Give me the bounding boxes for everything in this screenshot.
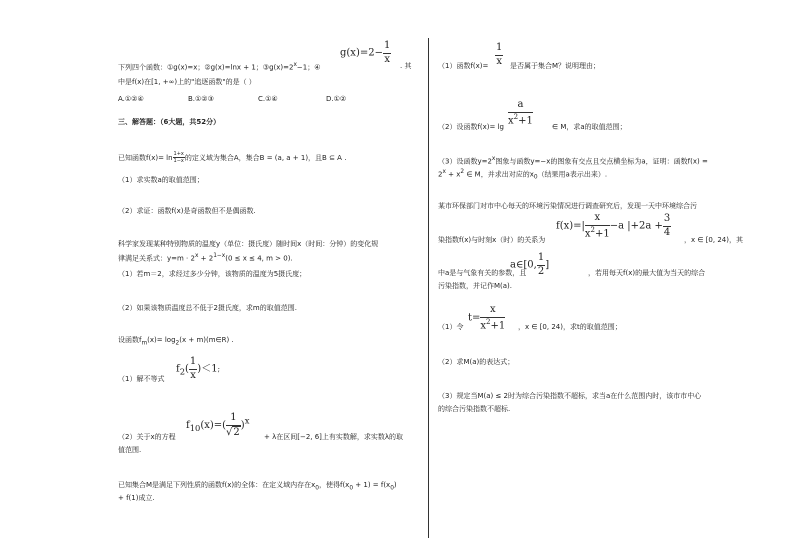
question-intro [118, 62, 321, 72]
r4-q2: （2）求M(a)的表达式； [438, 358, 515, 366]
choice-d[interactable]: D.①② [326, 95, 347, 103]
p4-line1-d: ) [393, 481, 397, 489]
r3-sub: 0 [533, 174, 538, 181]
r4-t-den-tail: +1 [490, 319, 506, 331]
r4-f-num: x [585, 212, 610, 226]
p4-line1-c: + 1) = f(x [353, 481, 391, 489]
r2-den-sup: 2 [513, 112, 519, 121]
r4-f-lhs: f(x)=| [556, 220, 585, 232]
r4-q1-b: ，x ∈ [0, 24)，求t的取值范围； [518, 323, 622, 331]
r1-b: 是否属于集合M？说明理由； [510, 62, 601, 70]
r1-fraction [495, 42, 503, 68]
r3-line1-a: （3）设函数y=2 [438, 157, 492, 166]
choice-b[interactable]: B.①②③ [188, 95, 214, 103]
r4-t-den-sup: 2 [486, 317, 491, 326]
p2-line2-c: (0 ≤ x ≤ 4, m > 0). [225, 254, 293, 263]
r1-den: x [496, 55, 502, 67]
g4-formula [340, 40, 391, 66]
p3-ineq-fraction [189, 356, 197, 382]
p3-equation [186, 412, 249, 439]
p3-ineq-sub: 2 [179, 366, 186, 377]
r2-a: （2）设函数f(x)= lg [438, 123, 505, 131]
p3-inequality: $f_2$( $\frac{1}{x}$ )＜1; [176, 356, 220, 381]
p3-eq-sub: 10 [189, 423, 201, 433]
p2-q2: （2）如果该物质温度总不低于2摄氏度，求m的取值范围. [118, 304, 297, 312]
intro-text-a: 下列四个函数：①g(x)=x；②g(x)=lnx + 1；③g(x)=2 [118, 63, 294, 72]
column-divider [428, 38, 429, 538]
r1-a: （1）函数f(x)= [438, 62, 489, 70]
p3-line1 [118, 336, 234, 348]
r4-a-range-a: a∈[0, [510, 259, 537, 271]
p2-line2-a: 律满足关系式：y=m · 2 [118, 254, 195, 263]
r4-f-den: x [584, 227, 591, 239]
p3-line1-a: 设函数f [118, 336, 142, 344]
r3-sup3: 2 [460, 169, 465, 175]
p3-ineq-rhs: ＜1 [201, 363, 218, 375]
r4-line2-a: 染指数f(x)与时刻x（时）的关系为 [438, 236, 546, 244]
r3-line1 [438, 156, 708, 166]
p3-sub: m [141, 340, 148, 347]
r4-f-num2: 3 [663, 213, 671, 227]
p3-ineq-f: f [176, 363, 180, 375]
r4-q3-line2: 的综合污染指数不超标. [438, 405, 511, 413]
r3-sup2: x [442, 169, 446, 175]
p3-eq-f: f [186, 420, 190, 431]
r4-f-den2: 4 [663, 226, 671, 238]
r2-num: a [508, 99, 533, 113]
r4-f-den-sup: 2 [590, 225, 596, 234]
r3-line2-b: + x [445, 170, 461, 179]
p3-eq-den: 2 [233, 426, 240, 438]
r4-f-formula [556, 212, 671, 240]
p3-eq-fraction: $\frac{1}{√2}$ [226, 412, 240, 438]
r4-line4: 污染指数，并记作M(a). [438, 282, 513, 290]
p1-fraction [173, 151, 185, 165]
r3-sup: x [491, 156, 496, 162]
p3-q2-b: + λ在区间[−2, 6]上有实数解，求实数λ的取 [264, 433, 404, 441]
p4-line1-a: 已知集合M是满足下列性质的函数f(x)的全体：在定义域内存在x [118, 481, 316, 489]
p1-line1-b: 的定义域为集合A，集合B = (a, a + 1)，且B ⊆ A . [184, 153, 347, 162]
r1-num: 1 [495, 42, 503, 56]
r4-a-num: 1 [537, 252, 545, 266]
section-title: 三、解答题：（6大题，共52分） [118, 118, 221, 126]
intro-sup: x [293, 62, 297, 68]
p3-eq-close: ) [240, 420, 245, 431]
r2-fraction [508, 99, 533, 127]
p3-ineq-end: ; [217, 365, 220, 374]
p1-line1-a: 已知函数f(x)= ln [118, 153, 173, 162]
g4-den: x [384, 53, 390, 65]
p3-line1-b: (x)= log [147, 336, 176, 344]
p3-q2-c: 值范围. [118, 446, 142, 454]
r3-line1-b: 图象与函数y=−x的图象有交点且交点横坐标为a，证明：函数f(x) = [495, 157, 708, 166]
p1-line1 [118, 151, 346, 165]
r4-a-range [510, 252, 549, 278]
p4-sub2: 0 [390, 485, 394, 492]
p3-eq-sup: x [244, 415, 250, 426]
p2-q1: （1）若m＝2，求经过多少分钟，该物质的温度为5摄氏度； [118, 270, 307, 278]
p2-line2 [118, 253, 293, 263]
p3-q2-a: （2）关于x的方程 [118, 433, 176, 441]
r4-f-mid: −a |+2a + [609, 220, 663, 232]
p4-line1-b: ，使得f(x [318, 481, 350, 489]
g4-tail: . 其 [400, 62, 412, 70]
r4-line3-b: ，若用每天f(x)的最大值为当天的综合 [588, 269, 706, 277]
p4-line2: + f(1)成立. [118, 494, 155, 502]
p3-q1: （1）解不等式 [118, 375, 165, 383]
p1-frac-num: 1+x [173, 151, 184, 157]
r3-line2 [438, 169, 607, 182]
intro-text-b: −1；④ [296, 63, 321, 72]
r2-b: ∈ M，求a的取值范围； [552, 123, 627, 131]
r4-t-lhs: t= [468, 312, 481, 324]
p3-ineq-den: x [190, 369, 196, 381]
r3-line2-c: ∈ M，并求出对应的x [464, 170, 534, 179]
p1-q2: （2）求证：函数f(x)是奇函数但不是偶函数. [118, 207, 256, 215]
r4-t-num: x [480, 304, 505, 318]
r4-q3-line1: （3）规定当M(a) ≤ 2时为综合污染指数不超标，求当a在什么范围内时，该市市中心 [438, 392, 702, 400]
right-column [438, 0, 743, 560]
r3-line2-d: （结果用a表示出来）. [537, 170, 608, 179]
left-column [118, 0, 418, 560]
g4-fraction [383, 40, 391, 66]
r4-t-formula [468, 304, 505, 332]
question-line-2: 中是f(x)在[1, +∞)上的"追逐函数"的是（ ） [118, 78, 256, 86]
p4-sub1: 0 [349, 485, 354, 492]
r4-line1: 某市环保部门对市中心每天的环境污染情况进行调查研究后，发现一天中环境综合污 [438, 202, 697, 210]
r4-a-den: 2 [537, 265, 545, 277]
p2-line1: 科学家发现某种特别物质的温度y（单位：摄氏度）随时间x（时间：分钟）的变化规 [118, 240, 379, 248]
r3-line2-a: 2 [438, 170, 443, 179]
r4-t-den: x [480, 319, 487, 331]
r2-den: x [508, 114, 514, 126]
p1-q1: （1）求实数a的取值范围； [118, 176, 204, 184]
p3-ineq-num: 1 [189, 356, 197, 370]
p3-eq-num: 1 [226, 412, 241, 426]
p3-line1-c: (x + m)(m∈R) . [179, 336, 234, 344]
p2-sup2: 1−x [213, 253, 226, 259]
p4-line1 [118, 481, 397, 493]
r4-line2-b: ，x ∈ [0, 24)，其 [684, 236, 743, 244]
r4-q1-a: （1）令 [438, 323, 464, 331]
r2-den-tail: +1 [518, 114, 533, 126]
p2-line2-b: + 2 [198, 254, 214, 263]
p2-sup1: x [194, 253, 199, 259]
r4-a-close: ] [545, 259, 550, 271]
p3-eq-mid: (x)=( [200, 420, 227, 431]
p4-sub0: 0 [315, 485, 319, 492]
g4-num: 1 [383, 40, 391, 54]
r4-f-den-tail: +1 [595, 227, 610, 239]
choice-a[interactable]: A.①②④ [118, 95, 144, 103]
choice-c[interactable]: C.①④ [258, 95, 278, 103]
r4-line3-a: 中a是与气象有关的参数，且 [438, 269, 527, 277]
p1-frac-den: 1−x [173, 158, 184, 165]
p3-sub2: 2 [175, 340, 180, 347]
g4-lhs: g(x)=2− [340, 47, 383, 59]
